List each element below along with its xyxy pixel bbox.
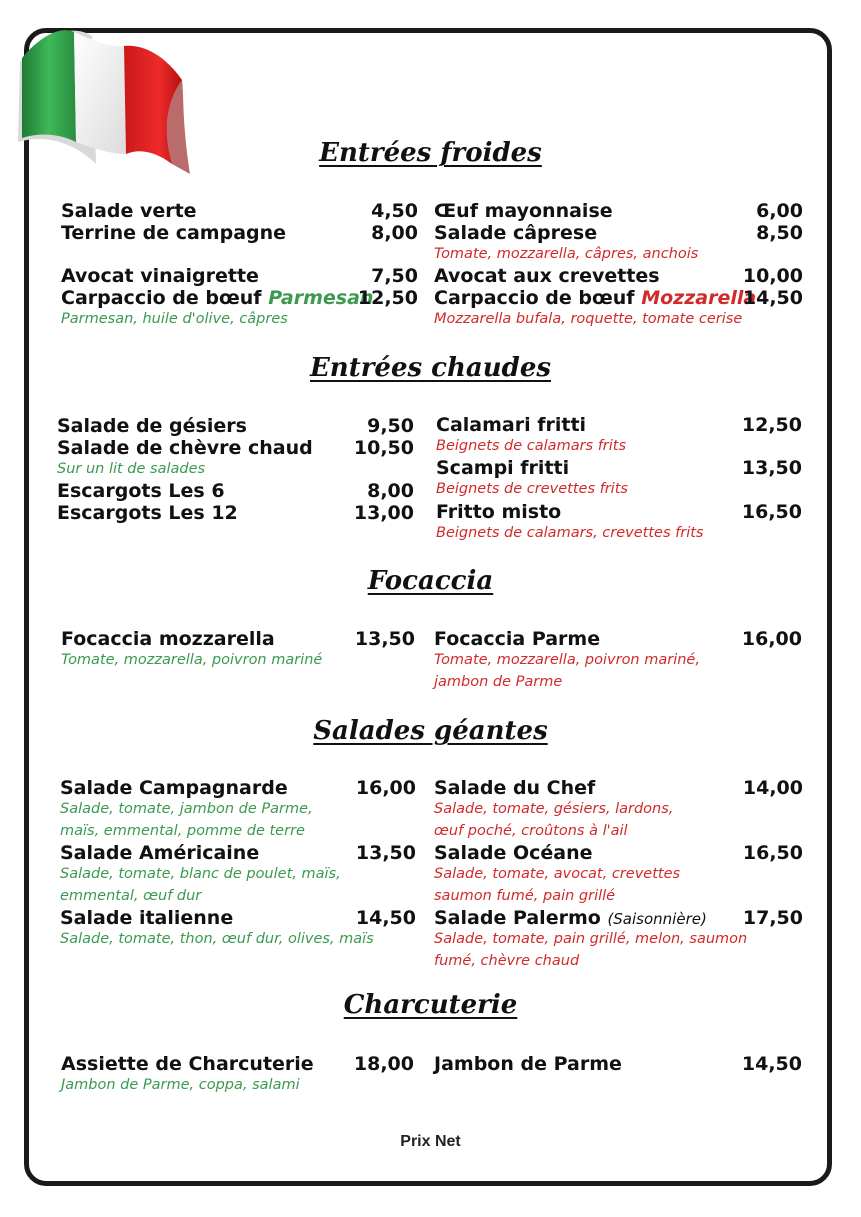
item-name: Carpaccio de bœuf Parmesan xyxy=(61,287,374,309)
item-name: Salade du Chef xyxy=(434,777,596,799)
section-title-focaccia: Focaccia xyxy=(367,566,494,596)
item-name: Salade câprese xyxy=(434,222,598,244)
item-name: Salade de gésiers xyxy=(57,415,247,437)
item-description: Salade, tomate, blanc de poulet, maïs, xyxy=(60,866,341,882)
item-name: Calamari fritti xyxy=(436,414,587,436)
item-price: 13,50 xyxy=(355,842,416,864)
item-name: Œuf mayonnaise xyxy=(434,200,613,222)
item-price: 14,50 xyxy=(355,907,416,929)
item-name: Escargots Les 6 xyxy=(57,480,225,502)
item-price: 6,00 xyxy=(756,200,803,222)
item-description: Beignets de crevettes frits xyxy=(436,481,628,497)
item-price: 13,00 xyxy=(353,502,414,524)
item-name: Salade Océane xyxy=(434,842,593,864)
item-name: Fritto misto xyxy=(436,501,562,523)
item-price: 14,00 xyxy=(742,777,803,799)
item-description: Beignets de calamars frits xyxy=(436,438,627,454)
section-title-entrees-froides: Entrées froides xyxy=(319,138,542,168)
item-price: 8,00 xyxy=(367,480,414,502)
item-name: Avocat vinaigrette xyxy=(61,265,259,287)
item-description: Salade, tomate, gésiers, lardons, xyxy=(434,801,674,817)
item-name: Focaccia mozzarella xyxy=(61,628,275,650)
item-name: Salade Palermo (Saisonnière) xyxy=(434,907,707,929)
item-price: 13,50 xyxy=(741,457,802,479)
item-description: fumé, chèvre chaud xyxy=(434,953,580,969)
item-name: Salade de chèvre chaud xyxy=(57,437,313,459)
item-description: Salade, tomate, avocat, crevettes xyxy=(434,866,681,882)
item-price: 14,50 xyxy=(742,287,803,309)
item-price: 10,50 xyxy=(353,437,414,459)
item-name: Salade verte xyxy=(61,200,197,222)
item-description: Jambon de Parme, coppa, salami xyxy=(61,1077,300,1093)
item-price: 16,00 xyxy=(741,628,802,650)
item-description: œuf poché, croûtons à l'ail xyxy=(434,823,628,839)
item-highlight: Parmesan xyxy=(268,287,374,309)
item-description: jambon de Parme xyxy=(434,674,563,690)
item-name: Terrine de campagne xyxy=(61,222,287,244)
item-price: 12,50 xyxy=(357,287,418,309)
section-title-entrees-chaudes: Entrées chaudes xyxy=(309,353,552,383)
item-price: 8,00 xyxy=(371,222,418,244)
item-name: Avocat aux crevettes xyxy=(434,265,660,287)
footer-price-note: Prix Net xyxy=(400,1133,461,1150)
item-name: Carpaccio de bœuf Mozzarella xyxy=(434,287,757,309)
item-note: (Saisonnière) xyxy=(607,910,707,928)
item-price: 16,00 xyxy=(355,777,416,799)
item-description: Tomate, mozzarella, poivron mariné xyxy=(61,652,323,668)
item-price: 7,50 xyxy=(371,265,418,287)
item-description: saumon fumé, pain grillé xyxy=(434,888,616,904)
item-description: Beignets de calamars, crevettes frits xyxy=(436,525,704,541)
item-price: 8,50 xyxy=(756,222,803,244)
item-price: 13,50 xyxy=(354,628,415,650)
item-name: Salade Américaine xyxy=(60,842,260,864)
item-description: Mozzarella bufala, roquette, tomate cerise xyxy=(434,311,743,327)
item-name: Assiette de Charcuterie xyxy=(61,1053,314,1075)
section-title-salades-geantes: Salades géantes xyxy=(313,716,548,746)
item-description: Salade, tomate, thon, œuf dur, olives, maïs xyxy=(60,931,374,947)
item-name: Scampi fritti xyxy=(436,457,570,479)
item-name: Salade italienne xyxy=(60,907,234,929)
item-price: 4,50 xyxy=(371,200,418,222)
item-price: 10,00 xyxy=(742,265,803,287)
item-description: Tomate, mozzarella, câpres, anchois xyxy=(434,246,699,262)
item-description: Salade, tomate, jambon de Parme, xyxy=(60,801,313,817)
item-price: 16,50 xyxy=(741,501,802,523)
item-description: emmental, œuf dur xyxy=(60,888,202,904)
item-price: 9,50 xyxy=(367,415,414,437)
item-name: Focaccia Parme xyxy=(434,628,601,650)
item-price: 18,00 xyxy=(353,1053,414,1075)
item-name: Escargots Les 12 xyxy=(57,502,238,524)
item-description: Salade, tomate, pain grillé, melon, saumon xyxy=(434,931,748,947)
item-highlight: Mozzarella xyxy=(641,287,757,309)
item-description: Parmesan, huile d'olive, câpres xyxy=(61,311,288,327)
item-price: 17,50 xyxy=(742,907,803,929)
item-description: maïs, emmental, pomme de terre xyxy=(60,823,305,839)
item-price: 12,50 xyxy=(741,414,802,436)
item-description: Sur un lit de salades xyxy=(57,461,206,477)
item-price: 14,50 xyxy=(741,1053,802,1075)
item-name: Jambon de Parme xyxy=(434,1053,622,1075)
section-title-charcuterie: Charcuterie xyxy=(343,990,518,1020)
item-description: Tomate, mozzarella, poivron mariné, xyxy=(434,652,700,668)
item-name: Salade Campagnarde xyxy=(60,777,288,799)
item-price: 16,50 xyxy=(742,842,803,864)
